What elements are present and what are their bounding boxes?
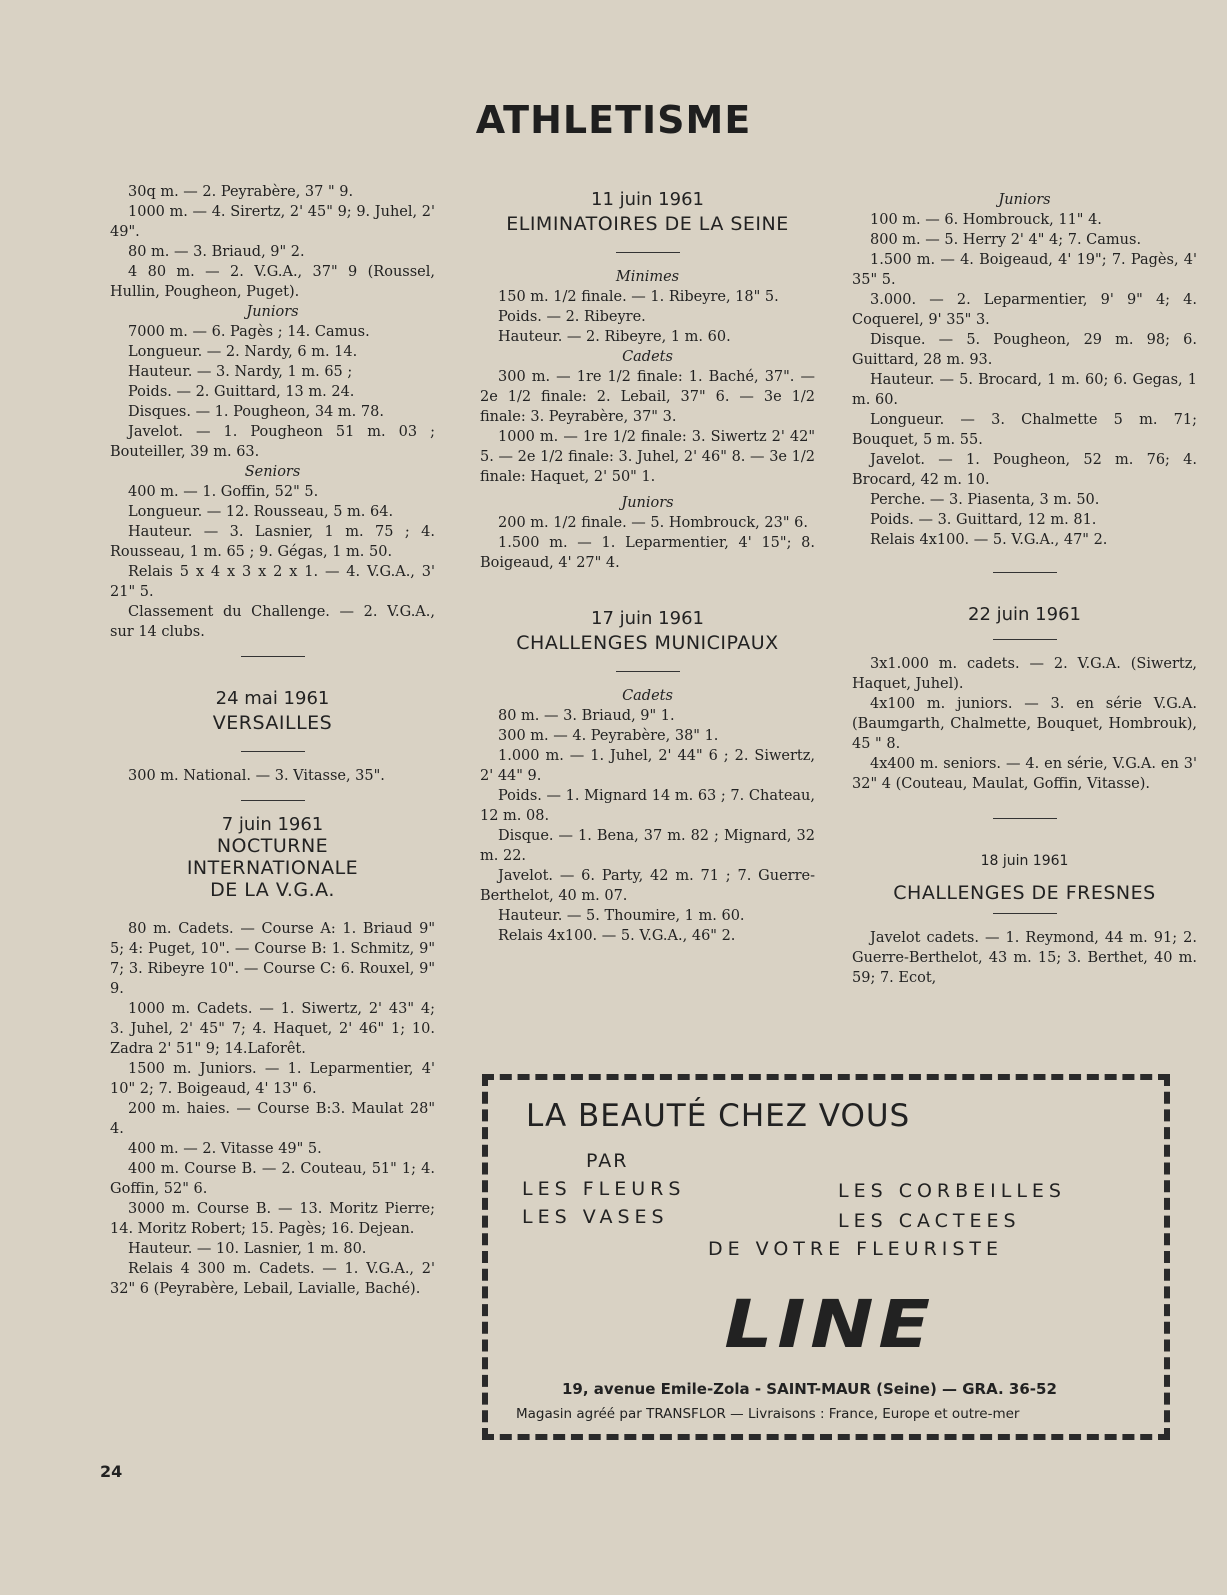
section-date: 11 juin 1961 (591, 189, 704, 210)
section-title: DE LA V.G.A. (210, 879, 335, 901)
divider (616, 671, 680, 672)
column-1 (110, 182, 435, 1299)
text-line: 1.500 m. — 1. Leparmentier, 4' 15"; 8. Boigeaud, 4' 27" 4. (480, 535, 815, 571)
text-line: Hauteur. — 3. Lasnier, 1 m. 75 ; 4. Rousseau, 1 m. 65 ; 9. Gégas, 1 m. 50. (110, 524, 435, 560)
section-date: 22 juin 1961 (968, 604, 1081, 625)
text-line: Perche. — 3. Piasenta, 3 m. 50. (870, 492, 1100, 508)
text-line: Relais 5 x 4 x 3 x 2 x 1. — 4. V.G.A., 3' 21" 5. (110, 564, 435, 600)
ad-text: DE VOTRE FLEURISTE (708, 1238, 1004, 1260)
text-line: 150 m. 1/2 finale. — 1. Ribeyre, 18" 5. (498, 289, 779, 305)
text-line: 4x100 m. juniors. — 3. en série V.G.A. (Baumgarth, Chalmette, Bouquet, Hombrouk), 45 " 8. (852, 696, 1197, 752)
ad-address: 19, avenue Emile-Zola - SAINT-MAUR (Seine) — GRA. 36-52 (562, 1380, 1057, 1398)
ad-text: LES VASES (522, 1206, 669, 1228)
ad-text: LES CACTEES (838, 1210, 1021, 1232)
text-line: 1.000 m. — 1. Juhel, 2' 44" 6 ; 2. Siwertz, 2' 44" 9. (480, 748, 815, 784)
text-line: 1500 m. Juniors. — 1. Leparmentier, 4' 10" 2; 7. Boigeaud, 4' 13" 6. (110, 1061, 435, 1097)
text-line: 1000 m. — 4. Sirertz, 2' 45" 9; 9. Juhel, 2' 49". (110, 204, 435, 240)
divider (993, 572, 1057, 573)
page-title: ATHLETISME (475, 98, 752, 142)
section-title: CHALLENGES MUNICIPAUX (516, 632, 779, 654)
text-line: 1000 m. Cadets. — 1. Siwertz, 2' 43" 4; 3. Juhel, 2' 45" 7; 4. Haquet, 2' 46" 1; 10. Zadra 2' 51" 9; 14.Laforêt. (110, 1001, 435, 1057)
text-line: 80 m. — 3. Briaud, 9" 2. (128, 244, 305, 260)
text-line: Longueur. — 3. Chalmette 5 m. 71; Bouquet, 5 m. 55. (852, 412, 1197, 448)
category-label: Seniors (244, 464, 301, 480)
text-line: Relais 4x100. — 5. V.G.A., 47" 2. (870, 532, 1108, 548)
divider (993, 818, 1057, 819)
text-line: 3x1.000 m. cadets. — 2. V.G.A. (Siwertz, Haquet, Juhel). (852, 656, 1197, 692)
text-line: 4 80 m. — 2. V.G.A., 37" 9 (Roussel, Hullin, Pougheon, Puget). (110, 264, 435, 300)
text-line: Hauteur. — 5. Brocard, 1 m. 60; 6. Gegas, 1 m. 60. (852, 372, 1197, 408)
divider (241, 656, 305, 657)
text-line: 400 m. Course B. — 2. Couteau, 51" 1; 4. Goffin, 52" 6. (110, 1161, 435, 1197)
category-label: Juniors (621, 495, 674, 511)
text-line: Classement du Challenge. — 2. V.G.A., sur 14 clubs. (110, 604, 435, 640)
text-line: 400 m. — 1. Goffin, 52" 5. (128, 484, 319, 500)
text-line: Longueur. — 12. Rousseau, 5 m. 64. (128, 504, 394, 520)
text-line: 400 m. — 2. Vitasse 49" 5. (128, 1141, 322, 1157)
text-line: 1000 m. — 1re 1/2 finale: 3. Siwertz 2' 42" 5. — 2e 1/2 finale: 3. Juhel, 2' 46" 8. — 3e 1/2 finale: Haquet, 2' 50" 1. (480, 429, 815, 485)
category-label: Cadets (622, 688, 673, 704)
ad-shop-info: Magasin agréé par TRANSFLOR — Livraisons : France, Europe et outre-mer (516, 1406, 1020, 1422)
section-date: 24 mai 1961 (215, 688, 330, 709)
text-line: Hauteur. — 10. Lasnier, 1 m. 80. (128, 1241, 367, 1257)
text-line: Hauteur. — 2. Ribeyre, 1 m. 60. (498, 329, 731, 345)
section-title: ELIMINATOIRES DE LA SEINE (506, 213, 789, 235)
divider (616, 252, 680, 253)
section-date: 7 juin 1961 (221, 814, 324, 835)
text-line: 30q m. — 2. Peyrabère, 37 " 9. (128, 184, 354, 200)
text-line: Javelot cadets. — 1. Reymond, 44 m. 91; 2. Guerre-Berthelot, 43 m. 15; 3. Berthet, 40 m. 59; 7. Ecot, (852, 930, 1197, 986)
text-line: Javelot. — 1. Pougheon, 52 m. 76; 4. Brocard, 42 m. 10. (852, 452, 1197, 488)
section-title: NOCTURNE (216, 835, 329, 857)
divider (241, 751, 305, 752)
text-line: Disque. — 5. Pougheon, 29 m. 98; 6. Guittard, 28 m. 93. (852, 332, 1197, 368)
florist-advertisement (482, 1074, 1170, 1440)
column-3 (852, 190, 1197, 988)
text-line: Relais 4 300 m. Cadets. — 1. V.G.A., 2' 32" 6 (Peyrabère, Lebail, Lavialle, Baché). (110, 1261, 435, 1297)
ad-text: LES CORBEILLES (838, 1180, 1066, 1202)
category-label: Juniors (246, 304, 299, 320)
text-line: 3000 m. Course B. — 13. Moritz Pierre; 14. Moritz Robert; 15. Pagès; 16. Dejean. (110, 1201, 435, 1237)
page-number: 24 (100, 1462, 123, 1481)
divider (993, 913, 1057, 914)
ad-headline: LA BEAUTÉ CHEZ VOUS (526, 1098, 911, 1134)
text-line: 200 m. 1/2 finale. — 5. Hombrouck, 23" 6. (498, 515, 808, 531)
text-line: Poids. — 3. Guittard, 12 m. 81. (870, 512, 1097, 528)
text-line: 7000 m. — 6. Pagès ; 14. Camus. (128, 324, 370, 340)
section-title: VERSAILLES (212, 712, 333, 734)
text-line: Disques. — 1. Pougheon, 34 m. 78. (128, 404, 384, 420)
text-line: 3.000. — 2. Leparmentier, 9' 9" 4; 4. Coquerel, 9' 35" 3. (852, 292, 1197, 328)
section-date: 18 juin 1961 (980, 853, 1069, 869)
section-title: CHALLENGES DE FRESNES (893, 882, 1156, 904)
text-line: 4x400 m. seniors. — 4. en série, V.G.A. en 3' 32" 4 (Couteau, Maulat, Goffin, Vitasse). (852, 756, 1197, 792)
text-line: 300 m. — 1re 1/2 finale: 1. Baché, 37". — 2e 1/2 finale: 2. Lebail, 37" 6. — 3e 1/2 finale: 3. Peyrabère, 37" 3. (480, 369, 815, 425)
text-line: 300 m. — 4. Peyrabère, 38" 1. (498, 728, 719, 744)
category-label: Juniors (998, 192, 1051, 208)
section-title: INTERNATIONALE (186, 857, 359, 879)
text-line: Relais 4x100. — 5. V.G.A., 46" 2. (498, 928, 736, 944)
category-label: Minimes (615, 269, 680, 285)
text-line: 100 m. — 6. Hombrouck, 11" 4. (870, 212, 1102, 228)
ad-text: PAR (586, 1150, 629, 1172)
text-line: Poids. — 2. Ribeyre. (498, 309, 646, 325)
ad-text: LES FLEURS (522, 1178, 686, 1200)
text-line: 200 m. haies. — Course B:3. Maulat 28" 4. (110, 1101, 435, 1137)
text-line: 1.500 m. — 4. Boigeaud, 4' 19"; 7. Pagès, 4' 35" 5. (852, 252, 1197, 288)
text-line: Hauteur. — 5. Thoumire, 1 m. 60. (498, 908, 745, 924)
text-line: 800 m. — 5. Herry 2' 4" 4; 7. Camus. (870, 232, 1142, 248)
column-2 (480, 190, 815, 946)
section-date: 17 juin 1961 (591, 608, 704, 629)
text-line: Hauteur. — 3. Nardy, 1 m. 65 ; (128, 364, 353, 380)
text-line: Poids. — 2. Guittard, 13 m. 24. (128, 384, 355, 400)
line-logo: LINE (724, 1286, 935, 1363)
text-line: 80 m. — 3. Briaud, 9" 1. (498, 708, 675, 724)
category-label: Cadets (622, 349, 673, 365)
divider (993, 639, 1057, 640)
text-line: Poids. — 1. Mignard 14 m. 63 ; 7. Chateau, 12 m. 08. (480, 788, 815, 824)
text-line: Longueur. — 2. Nardy, 6 m. 14. (128, 344, 358, 360)
text-line: Javelot. — 6. Party, 42 m. 71 ; 7. Guerre-Berthelot, 40 m. 07. (480, 868, 815, 904)
text-line: 80 m. Cadets. — Course A: 1. Briaud 9" 5; 4: Puget, 10". — Course B: 1. Schmitz, 9" 7; 3. Ribeyre 10". — Course C: 6. Rouxel, 9" 9. (110, 921, 435, 997)
text-line: Disque. — 1. Bena, 37 m. 82 ; Mignard, 32 m. 22. (480, 828, 815, 864)
text-line: Javelot. — 1. Pougheon 51 m. 03 ; Bouteiller, 39 m. 63. (110, 424, 435, 460)
divider (241, 800, 305, 801)
text-line: 300 m. National. — 3. Vitasse, 35". (128, 768, 385, 784)
